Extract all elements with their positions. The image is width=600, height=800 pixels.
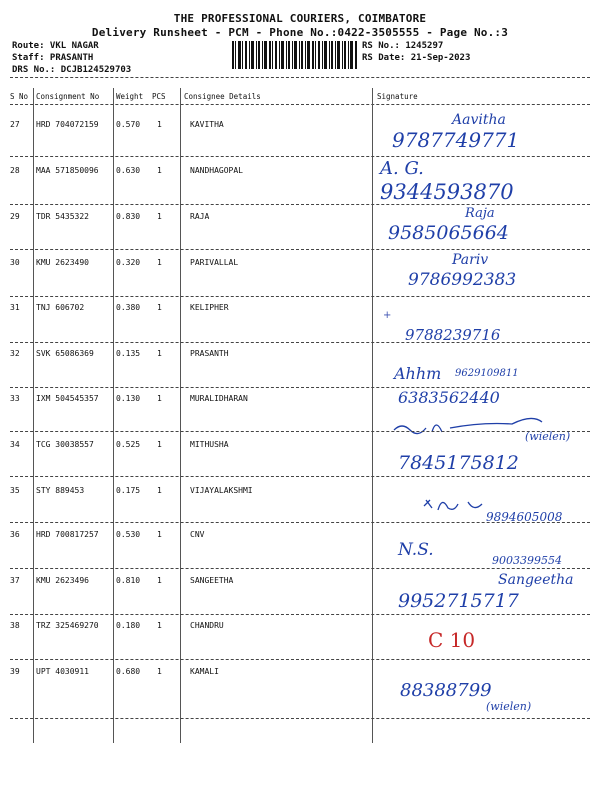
row-consignment: STY 889453: [36, 486, 85, 495]
row-consignee: PARIVALLAL: [190, 258, 239, 267]
row-pcs: 1: [157, 530, 162, 539]
row-divider: [10, 718, 590, 719]
row-weight: 0.175: [116, 486, 141, 495]
row-consignment: TDR 5435322: [36, 212, 89, 221]
signature-annotation: (wielen): [525, 430, 571, 443]
drs-number: DRS No.: DCJB124529703: [12, 65, 132, 75]
row-consignee: PRASANTH: [190, 349, 229, 358]
row-signature: Raja: [465, 206, 495, 221]
tick-mark: +: [383, 310, 392, 321]
row-signature-phone: 88388799: [400, 680, 492, 701]
route-label: Route: VKL NAGAR: [12, 41, 99, 51]
row-consignee: NANDHAGOPAL: [190, 166, 243, 175]
col-header-sno: S No: [10, 92, 29, 101]
row-signature: C 10: [428, 628, 476, 652]
row-sno: 33: [10, 394, 20, 403]
col-header-pcs: PCS: [152, 92, 166, 101]
row-consignment: MAA 571850096: [36, 166, 99, 175]
row-signature-phone: 9894605008: [486, 510, 563, 524]
row-consignment: TCG 30038557: [36, 440, 94, 449]
row-pcs: 1: [157, 621, 162, 630]
signature-scribble: [420, 492, 490, 516]
row-signature-phone: 9344593870: [380, 180, 514, 204]
row-divider: [10, 204, 590, 205]
row-sno: 39: [10, 667, 20, 676]
row-divider: [10, 387, 590, 388]
row-weight: 0.320: [116, 258, 141, 267]
row-consignee: KELIPHER: [190, 303, 229, 312]
row-sno: 28: [10, 166, 20, 175]
row-consignee: KAVITHA: [190, 120, 224, 129]
row-signature: Aavitha: [452, 112, 506, 128]
barcode-image: [232, 41, 358, 69]
row-consignee: MITHUSHA: [190, 440, 229, 449]
signature-annotation: (wielen): [486, 700, 532, 713]
row-divider: [10, 342, 590, 343]
row-signature-phone: 9786992383: [408, 270, 517, 290]
row-sno: 34: [10, 440, 20, 449]
row-weight: 0.570: [116, 120, 141, 129]
row-consignment: SVK 65086369: [36, 349, 94, 358]
row-divider: [10, 156, 590, 157]
row-pcs: 1: [157, 576, 162, 585]
row-sno: 36: [10, 530, 20, 539]
row-consignee: CNV: [190, 530, 205, 539]
header-divider-bottom: [10, 104, 590, 105]
document-title: THE PROFESSIONAL COURIERS, COIMBATORE: [173, 12, 427, 25]
row-pcs: 1: [157, 120, 162, 129]
row-consignment: KMU 2623490: [36, 258, 89, 267]
row-pcs: 1: [157, 258, 162, 267]
row-consignee: SANGEETHA: [190, 576, 234, 585]
row-consignment: UPT 4030911: [36, 667, 89, 676]
row-divider: [10, 296, 590, 297]
col-divider: [33, 88, 34, 743]
row-divider: [10, 614, 590, 615]
row-weight: 0.630: [116, 166, 141, 175]
row-divider: [10, 568, 590, 569]
row-weight: 0.810: [116, 576, 141, 585]
row-signature-phone: 9629109811: [455, 368, 519, 379]
row-consignment: KMU 2623496: [36, 576, 89, 585]
row-weight: 0.135: [116, 349, 141, 358]
row-consignee: MURALIDHARAN: [190, 394, 248, 403]
row-divider: [10, 476, 590, 477]
row-signature: Sangeetha: [498, 572, 574, 588]
row-consignment: TRZ 325469270: [36, 621, 99, 630]
row-divider: [10, 249, 590, 250]
row-pcs: 1: [157, 440, 162, 449]
row-signature-phone: 9788239716: [405, 326, 501, 344]
row-weight: 0.180: [116, 621, 141, 630]
row-pcs: 1: [157, 166, 162, 175]
row-signature: A. G.: [380, 158, 424, 179]
col-header-signature: Signature: [377, 92, 418, 101]
row-sno: 35: [10, 486, 20, 495]
row-pcs: 1: [157, 667, 162, 676]
row-consignment: HRD 700817257: [36, 530, 99, 539]
row-signature-phone: 9952715717: [398, 590, 519, 612]
row-consignment: TNJ 606702: [36, 303, 85, 312]
row-signature-phone: 9787749771: [392, 128, 520, 152]
col-divider: [113, 88, 114, 743]
col-divider: [180, 88, 181, 743]
row-signature: Pariv: [452, 252, 489, 268]
row-pcs: 1: [157, 486, 162, 495]
header-divider-top: [10, 77, 590, 78]
row-sno: 31: [10, 303, 20, 312]
row-pcs: 1: [157, 303, 162, 312]
col-header-consignment: Consignment No: [36, 92, 100, 101]
col-header-weight: Weight: [116, 92, 144, 101]
col-header-consignee: Consignee Details: [184, 92, 261, 101]
row-sno: 27: [10, 120, 20, 129]
row-weight: 0.530: [116, 530, 141, 539]
row-pcs: 1: [157, 212, 162, 221]
document-subtitle: Delivery Runsheet - PCM - Phone No.:0422-3505555 - Page No.:3: [91, 26, 509, 39]
row-signature-phone: 6383562440: [398, 388, 500, 407]
row-consignee: VIJAYALAKSHMI: [190, 486, 253, 495]
row-sno: 30: [10, 258, 20, 267]
row-consignee: CHANDRU: [190, 621, 224, 630]
row-divider: [10, 522, 590, 523]
rs-date: RS Date: 21-Sep-2023: [362, 53, 471, 63]
row-weight: 0.525: [116, 440, 141, 449]
row-weight: 0.130: [116, 394, 141, 403]
row-weight: 0.830: [116, 212, 141, 221]
row-consignment: IXM 504545357: [36, 394, 99, 403]
row-consignee: KAMALI: [190, 667, 219, 676]
row-weight: 0.680: [116, 667, 141, 676]
row-pcs: 1: [157, 394, 162, 403]
row-sno: 37: [10, 576, 20, 585]
row-signature-phone: 7845175812: [398, 452, 519, 474]
row-signature: N.S.: [398, 540, 434, 560]
row-signature-phone: 9585065664: [388, 222, 509, 244]
row-sno: 29: [10, 212, 20, 221]
row-consignee: RAJA: [190, 212, 210, 221]
row-divider: [10, 431, 590, 432]
row-signature: Ahhm: [394, 364, 442, 383]
row-divider: [10, 659, 590, 660]
row-sno: 38: [10, 621, 20, 630]
staff-label: Staff: PRASANTH: [12, 53, 94, 63]
col-divider: [372, 88, 373, 743]
row-sno: 32: [10, 349, 20, 358]
row-pcs: 1: [157, 349, 162, 358]
row-weight: 0.380: [116, 303, 141, 312]
rs-number: RS No.: 1245297: [362, 41, 444, 51]
row-signature-phone: 9003399554: [492, 554, 562, 567]
row-consignment: HRD 704072159: [36, 120, 99, 129]
